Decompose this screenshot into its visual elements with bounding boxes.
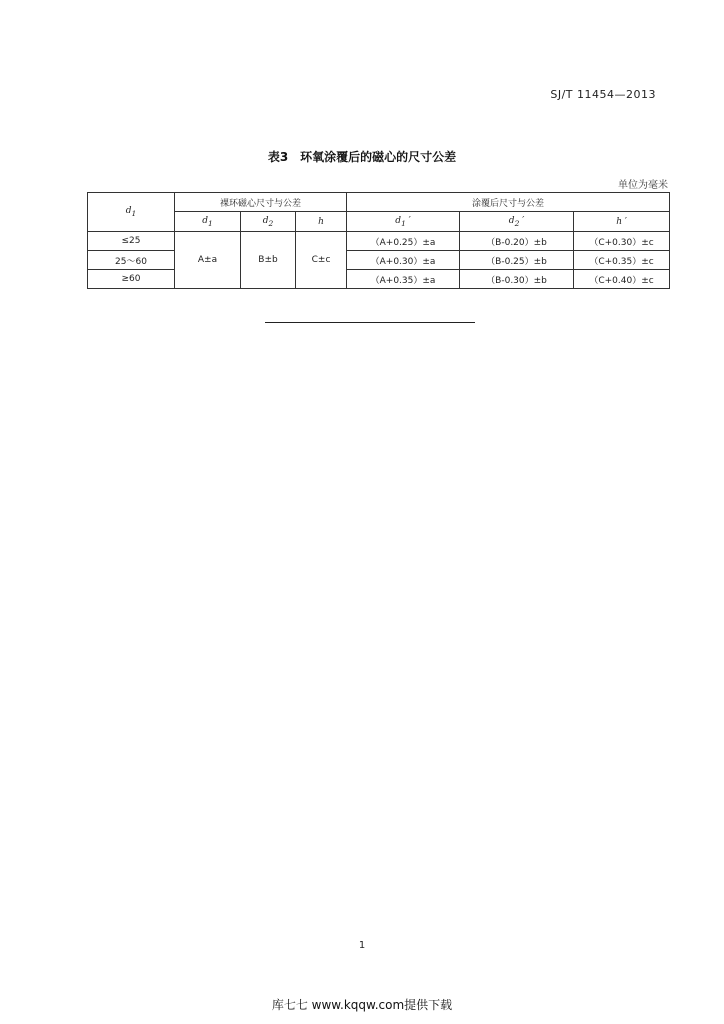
bare-d1-value: A±a [175, 232, 241, 289]
end-rule [265, 322, 475, 323]
row-label: 25～60 [88, 251, 175, 270]
group-header-coated: 涂覆后尺寸与公差 [347, 193, 670, 212]
coated-d2-value: （B-0.20）±b [460, 232, 574, 251]
col-header-coated-h: h ′ [574, 212, 670, 232]
col-header-coated-d2: $d_2$ ′ [460, 212, 574, 232]
footer-text: 库七七 www.kqqw.com提供下载 [271, 998, 453, 1012]
page-number: 1 [358, 940, 366, 951]
coated-h-value: （C+0.40）±c [574, 270, 670, 289]
unit-note: 单位为毫米 [618, 180, 668, 191]
row-header-d1: $d_1$ [88, 193, 175, 232]
col-header-bare-d1: $d_1$ [175, 212, 241, 232]
coated-d2-value: （B-0.25）±b [460, 251, 574, 270]
coated-d2-value: （B-0.30）±b [460, 270, 574, 289]
row-label: ≥60 [88, 270, 175, 289]
coated-d1-value: （A+0.35）±a [347, 270, 460, 289]
tolerance-table [87, 192, 670, 289]
coated-d1-value: （A+0.30）±a [347, 251, 460, 270]
row-label: ≤25 [88, 232, 175, 251]
col-header-bare-h: h [296, 212, 347, 232]
col-header-coated-d1: $d_1$ ′ [347, 212, 460, 232]
table-title: 表3 环氧涂覆后的磁心的尺寸公差 [267, 150, 457, 164]
standard-number: SJ/T 11454—2013 [550, 88, 656, 101]
col-header-bare-d2: $d_2$ [241, 212, 296, 232]
bare-d2-value: B±b [241, 232, 296, 289]
coated-h-value: （C+0.35）±c [574, 251, 670, 270]
bare-h-value: C±c [296, 232, 347, 289]
coated-h-value: （C+0.30）±c [574, 232, 670, 251]
group-header-bare: 裸环磁心尺寸与公差 [175, 193, 347, 212]
table-row [88, 232, 670, 251]
coated-d1-value: （A+0.25）±a [347, 232, 460, 251]
